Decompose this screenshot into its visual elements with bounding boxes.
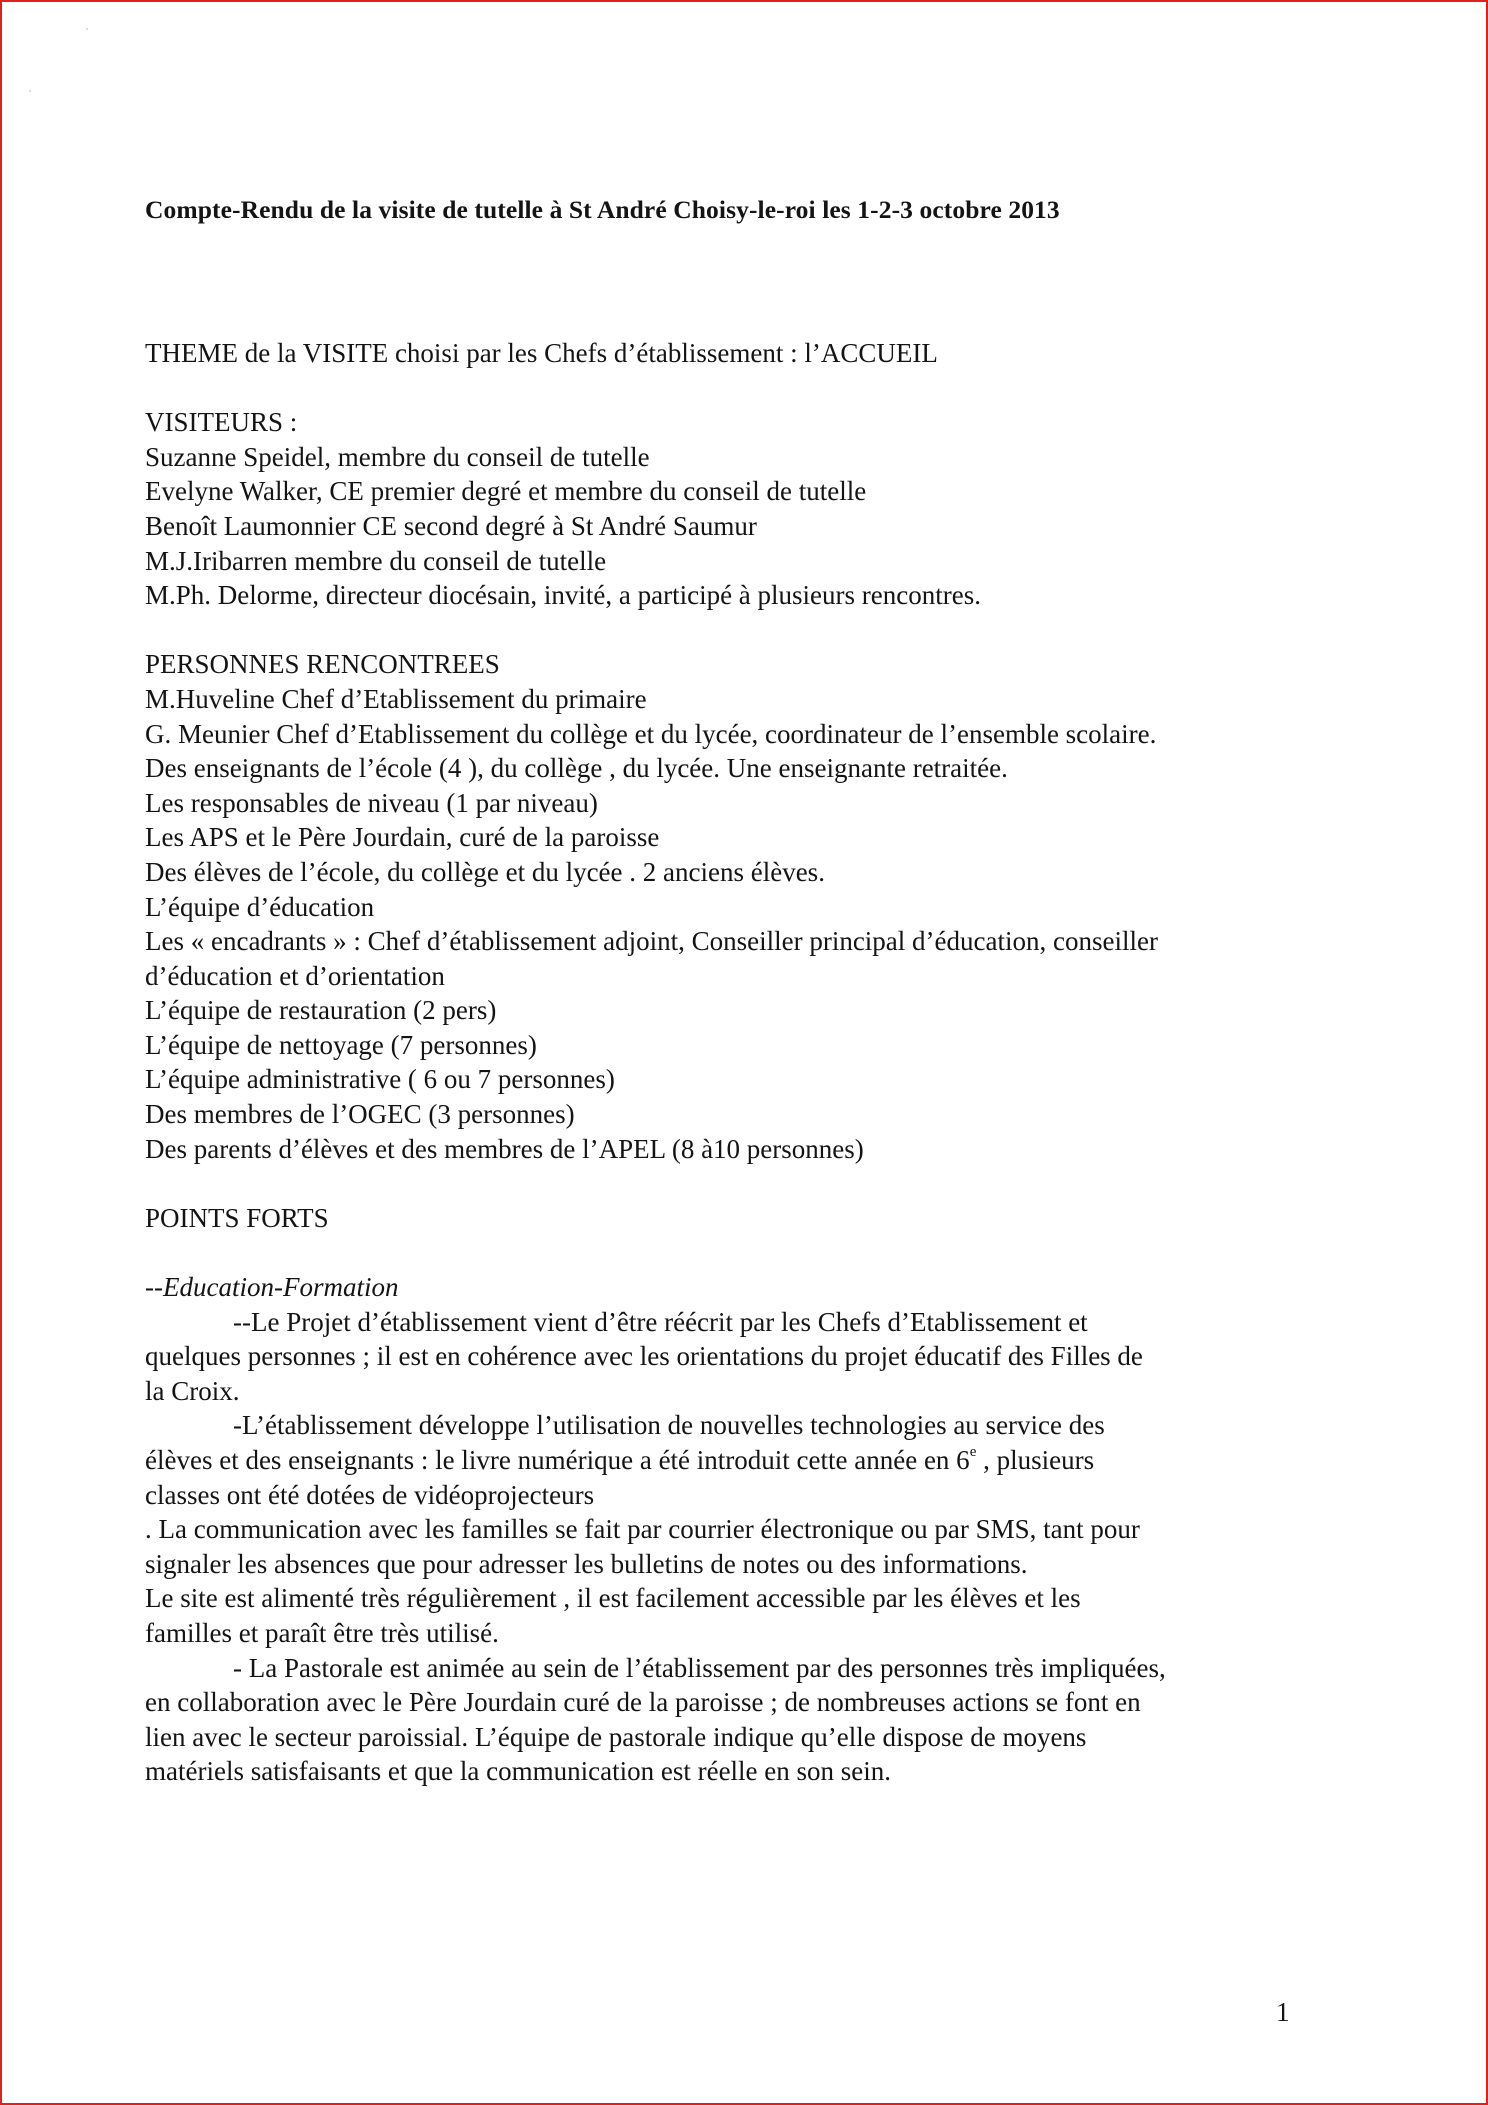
- paragraph-line: en collaboration avec le Père Jourdain curé de la paroisse ; de nombreuses actions se font en: [145, 1687, 1141, 1718]
- paragraph-line: lien avec le secteur paroissial. L’équipe de pastorale indique qu’elle dispose de moyens: [145, 1721, 1087, 1752]
- paragraph-line: matériels satisfaisants et que la communication est réelle en son sein.: [145, 1756, 892, 1787]
- people-met-item: L’équipe administrative ( 6 ou 7 personnes): [145, 1064, 615, 1095]
- people-met-item: d’éducation et d’orientation: [145, 960, 445, 991]
- paragraph-text: élèves et des enseignants : le livre numérique a été introduit cette année en 6: [145, 1445, 970, 1475]
- page-number: 1: [1276, 1997, 1290, 2027]
- paragraph-communication: [145, 1512, 1305, 1650]
- people-met-section: [145, 647, 1305, 1166]
- scan-speck: [86, 28, 88, 30]
- people-met-item: L’équipe de restauration (2 pers): [145, 995, 497, 1026]
- people-met-item: Les responsables de niveau (1 par niveau): [145, 787, 598, 818]
- strengths-section: [145, 1201, 1305, 1789]
- spacer: [145, 1166, 1305, 1201]
- paragraph-line: signaler les absences que pour adresser les bulletins de notes ou des informations.: [145, 1548, 1028, 1579]
- visitor-item: Suzanne Speidel, membre du conseil de tutelle: [145, 441, 650, 472]
- people-met-item: G. Meunier Chef d’Etablissement du collège et du lycée, coordinateur de l’ensemble scolaire.: [145, 718, 1157, 749]
- spacer: [145, 371, 1305, 406]
- visitors-section: [145, 405, 1305, 613]
- strengths-heading: POINTS FORTS: [145, 1202, 329, 1233]
- paragraph-technology: [145, 1408, 1305, 1512]
- paragraph-line: classes ont été dotées de vidéoprojecteurs: [145, 1479, 595, 1510]
- superscript: e: [969, 1444, 977, 1460]
- paragraph-line: Le site est alimenté très régulièrement , il est facilement accessible par les élèves et les: [145, 1583, 1081, 1614]
- paragraph-line: -L’établissement développe l’utilisation de nouvelles technologies au service des: [233, 1410, 1105, 1441]
- spacer: [145, 1235, 1305, 1270]
- visitor-item: M.J.Iribarren membre du conseil de tutelle: [145, 545, 607, 576]
- paragraph-line: [145, 1443, 1305, 1478]
- visitors-heading: VISITEURS :: [145, 407, 298, 438]
- theme-line: THEME de la VISITE choisi par les Chefs d’établissement : l’ACCUEIL: [145, 338, 938, 368]
- paragraph-project: [145, 1305, 1305, 1409]
- people-met-item: Les « encadrants » : Chef d’établissement adjoint, Conseiller principal d’éducation, conseiller: [145, 926, 1158, 957]
- document-body: [145, 336, 1305, 1789]
- paragraph-pastorale: [145, 1651, 1305, 1789]
- visitor-item: Evelyne Walker, CE premier degré et membre du conseil de tutelle: [145, 476, 867, 507]
- people-met-item: M.Huveline Chef d’Etablissement du primaire: [145, 683, 647, 714]
- people-met-item: L’équipe de nettoyage (7 personnes): [145, 1029, 537, 1060]
- strengths-subheading: --Education-Formation: [145, 1272, 399, 1303]
- people-met-item: Des parents d’élèves et des membres de l’APEL (8 à10 personnes): [145, 1133, 864, 1164]
- spacer: [145, 613, 1305, 648]
- paragraph-text: , plusieurs: [976, 1445, 1095, 1475]
- people-met-heading: PERSONNES RENCONTREES: [145, 649, 500, 680]
- paragraph-line: la Croix.: [145, 1375, 240, 1406]
- people-met-item: Les APS et le Père Jourdain, curé de la paroisse: [145, 822, 660, 853]
- visitor-item: Benoît Laumonnier CE second degré à St André Saumur: [145, 510, 757, 541]
- visitor-item: M.Ph. Delorme, directeur diocésain, invité, a participé à plusieurs rencontres.: [145, 580, 981, 611]
- people-met-item: Des membres de l’OGEC (3 personnes): [145, 1099, 575, 1130]
- paragraph-line: - La Pastorale est animée au sein de l’établissement par des personnes très impliquées,: [233, 1652, 1166, 1683]
- people-met-item: Des enseignants de l’école (4 ), du collège , du lycée. Une enseignante retraitée.: [145, 753, 1008, 784]
- scan-speck: [29, 90, 31, 92]
- document-title: Compte-Rendu de la visite de tutelle à St André Choisy-le-roi les 1-2-3 octobre 2013: [145, 195, 1060, 224]
- people-met-item: L’équipe d’éducation: [145, 891, 375, 922]
- paragraph-line: --Le Projet d’établissement vient d’être réécrit par les Chefs d’Etablissement et: [233, 1306, 1088, 1337]
- paragraph-line: . La communication avec les familles se fait par courrier électronique ou par SMS, tant pour: [145, 1514, 1140, 1545]
- paragraph-line: quelques personnes ; il est en cohérence avec les orientations du projet éducatif des Filles de: [145, 1341, 1143, 1372]
- paragraph-line: familles et paraît être très utilisé.: [145, 1617, 499, 1648]
- people-met-item: Des élèves de l’école, du collège et du lycée . 2 anciens élèves.: [145, 856, 825, 887]
